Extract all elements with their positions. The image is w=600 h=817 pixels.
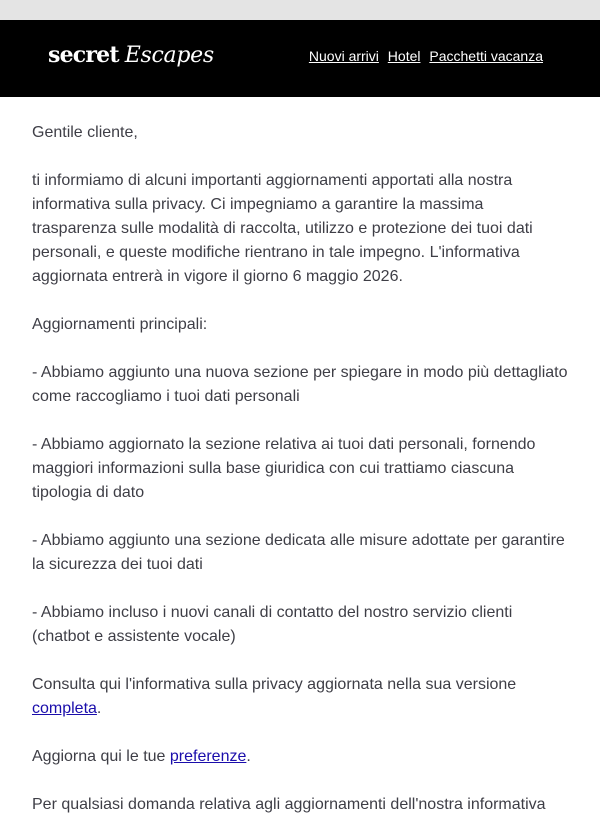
- update-item: - Abbiamo aggiornato la sezione relativa ai tuoi dati personali, fornendo maggiori informazioni sulla base giuridica con cui trattiamo ciascuna tipologia di dato: [32, 436, 536, 501]
- closing-paragraph: Per qualsiasi domanda relativa agli aggiornamenti dell'nostra informativa: [32, 796, 546, 813]
- nav-link-nuovi-arrivi[interactable]: Nuovi arrivi: [308, 48, 379, 64]
- email-header: [0, 20, 600, 97]
- email-body: [0, 97, 600, 817]
- preferences-text: Aggiorna qui le tue: [32, 748, 170, 765]
- nav-link-hotel[interactable]: Hotel: [387, 48, 421, 64]
- update-item: - Abbiamo aggiunto una sezione dedicata alle misure adottate per garantire la sicurezza dei tuoi dati: [32, 532, 565, 573]
- updates-heading: Aggiornamenti principali:: [32, 316, 208, 333]
- preferences-link[interactable]: preferenze: [169, 748, 247, 765]
- header-nav: [304, 48, 543, 64]
- update-item: - Abbiamo aggiunto una nuova sezione per spiegare in modo più dettagliato come raccogliamo i tuoi dati personali: [32, 364, 568, 405]
- secret-escapes-logo[interactable]: [48, 42, 214, 68]
- update-item: - Abbiamo incluso i nuovi canali di contatto del nostro servizio clienti (chatbot e assistente vocale): [32, 604, 513, 645]
- policy-text: Consulta qui l'informativa sulla privacy aggiornata nella sua versione: [32, 676, 517, 693]
- greeting: Gentile cliente,: [32, 124, 138, 141]
- logo-escapes-text: Escapes: [124, 43, 214, 68]
- policy-complete-link[interactable]: completa: [32, 700, 97, 717]
- logo-secret-text: secret: [48, 42, 119, 68]
- intro-paragraph: ti informiamo di alcuni importanti aggiornamenti apportati alla nostra informativa sulla privacy. Ci impegniamo a garantire la massima trasparenza sulle modalità di raccolta, utilizzo e protezione dei tuoi dati personali, e queste modifiche rientrano in tale impegno. L'informativa aggiornata entrerà in vigore il giorno 6 maggio 2026.: [32, 172, 533, 285]
- nav-link-pacchetti-vacanza[interactable]: Pacchetti vacanza: [429, 48, 543, 64]
- preferences-end: .: [246, 748, 251, 765]
- preferences-paragraph: [32, 745, 568, 769]
- policy-paragraph: [32, 673, 568, 721]
- policy-end: .: [96, 700, 102, 717]
- top-strip: [0, 0, 600, 20]
